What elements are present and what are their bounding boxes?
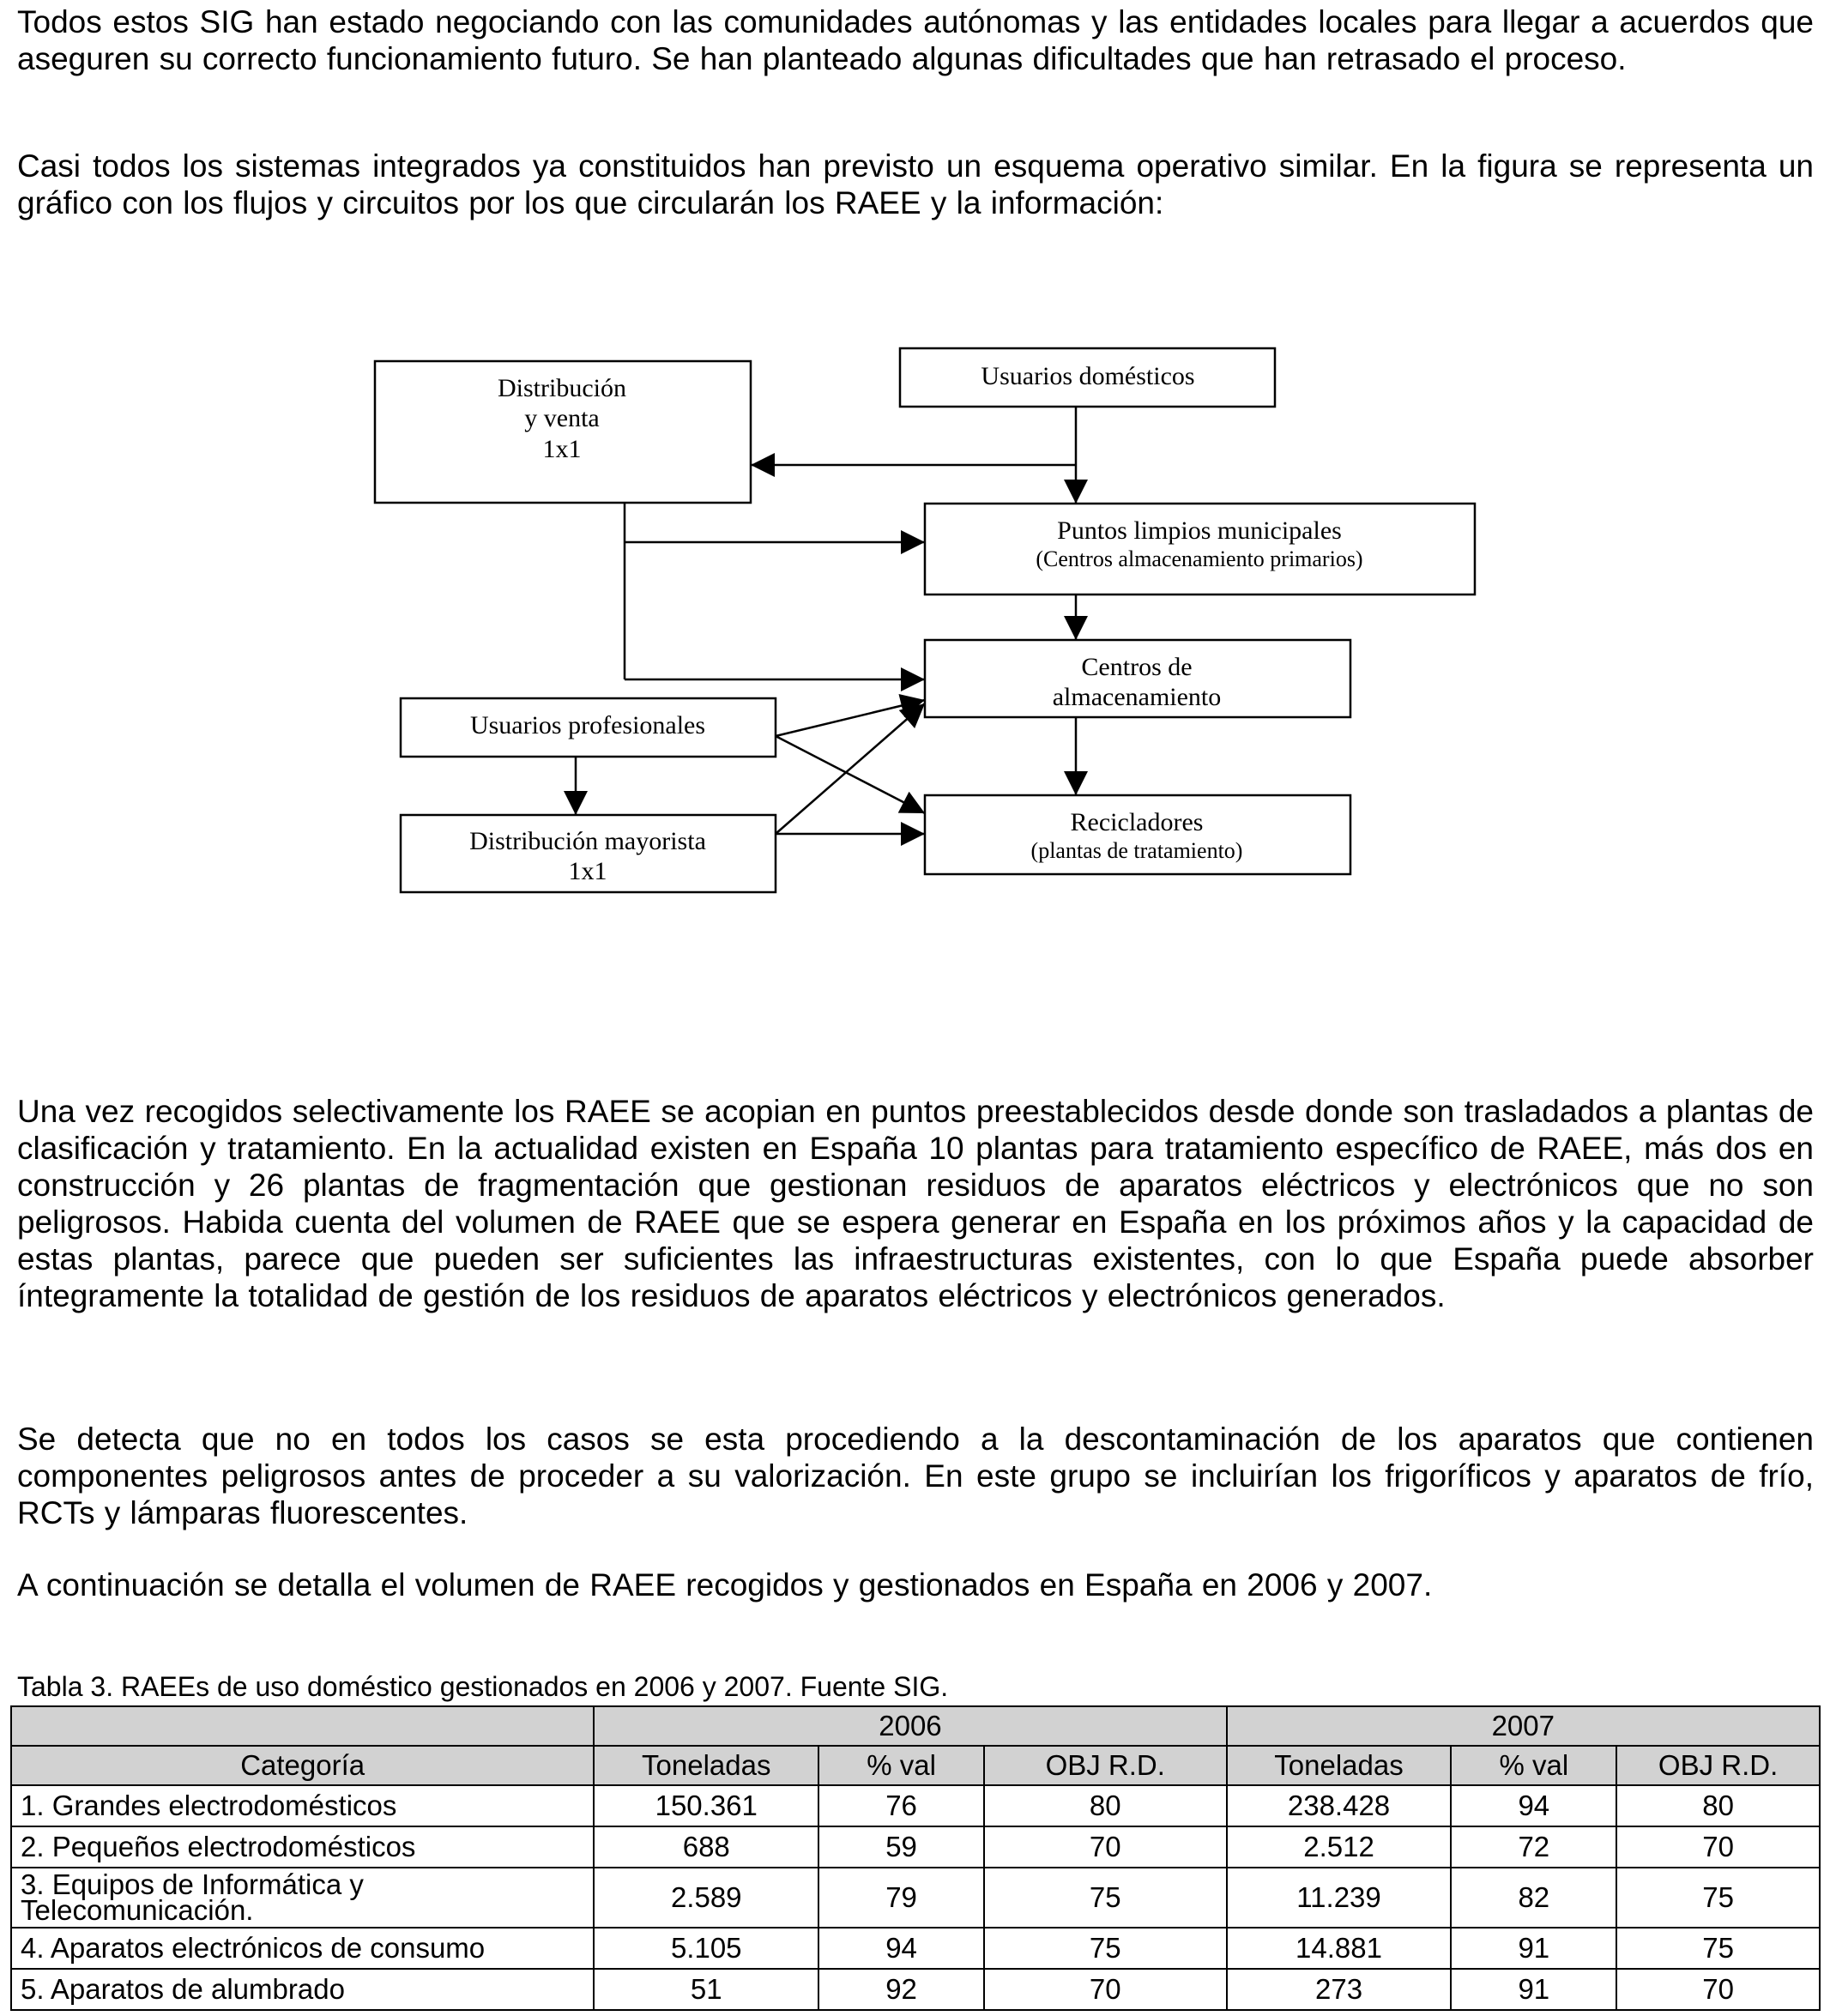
cell-pval-2007: 94 [1451, 1785, 1616, 1826]
cell-toneladas-2007: 11.239 [1227, 1868, 1452, 1928]
cell-obj-2007: 75 [1616, 1868, 1820, 1928]
cell-obj-2006: 75 [984, 1928, 1227, 1969]
arrow-profesionales-centros [776, 700, 925, 736]
cell-obj-2006: 70 [984, 1969, 1227, 2010]
header-categoria: Categoría [11, 1746, 594, 1785]
paragraph-5: A continuación se detalla el volumen de RAEE recogidos y gestionados en España en 2006 y 2007. [17, 1567, 1433, 1603]
label-usuarios-domesticos: Usuarios domésticos [981, 362, 1195, 390]
label-distribucion-mayorista-1: Distribución mayorista [469, 827, 706, 855]
cell-pval-2006: 94 [818, 1928, 984, 1969]
header-year-2006: 2006 [594, 1706, 1226, 1746]
header-year-2007: 2007 [1227, 1706, 1820, 1746]
arrow-mayorista-centros [776, 703, 925, 834]
paragraph-3: Una vez recogidos selectivamente los RAEE se acopian en puntos preestablecidos desde donde son trasladados a plantas de clasificación y tratamiento. En la actualidad existen en España 10 plantas para tratamiento específico de RAEE, más dos en construcción y 26 plantas de fragmentación que gestionan residuos de aparatos eléctricos y electrónicos que no son peligrosos. Habida cuenta del volumen de RAEE que se espera generar en España en los próximos años y la capacidad de estas plantas, parece que pueden ser suficientes las infraestructuras existentes, con lo que España puede absorber íntegramente la totalidad de gestión de los residuos de aparatos eléctricos y electrónicos generados. [17, 1094, 1814, 1313]
raee-table [10, 1705, 1821, 2011]
cell-obj-2006: 70 [984, 1826, 1227, 1868]
header-blank [11, 1706, 594, 1746]
header-obj-2007: OBJ R.D. [1616, 1746, 1820, 1785]
cell-categoria: 4. Aparatos electrónicos de consumo [11, 1928, 594, 1969]
cell-toneladas-2006: 51 [594, 1969, 818, 2010]
paragraph-4: Se detecta que no en todos los casos se esta procediendo a la descontaminación de los aparatos que contienen componentes peligrosos antes de proceder a su valorización. En este grupo se incluirían los frigoríficos y aparatos de frío, RCTs y lámparas fluorescentes. [17, 1421, 1814, 1530]
label-puntos-limpios-2: (Centros almacenamiento primarios) [1036, 546, 1363, 571]
label-usuarios-profesionales: Usuarios profesionales [469, 711, 706, 739]
cell-pval-2006: 76 [818, 1785, 984, 1826]
cell-toneladas-2007: 2.512 [1227, 1826, 1452, 1868]
label-recicladores-2: (plantas de tratamiento) [1030, 838, 1243, 863]
cell-pval-2006: 79 [818, 1868, 984, 1928]
cell-pval-2007: 72 [1451, 1826, 1616, 1868]
table-header-columns [11, 1746, 1820, 1785]
cell-obj-2006: 80 [984, 1785, 1227, 1826]
cell-obj-2007: 80 [1616, 1785, 1820, 1826]
arrow-profesionales-recicladores [776, 736, 925, 813]
table-caption: Tabla 3. RAEEs de uso doméstico gestionados en 2006 y 2007. Fuente SIG. [17, 1671, 949, 1702]
cell-toneladas-2006: 688 [594, 1826, 818, 1868]
label-puntos-limpios-1: Puntos limpios municipales [1057, 516, 1342, 545]
cell-toneladas-2006: 5.105 [594, 1928, 818, 1969]
label-centros-2: almacenamiento [1052, 683, 1222, 711]
cell-categoria: 3. Equipos de Informática y Telecomunicación. [11, 1868, 594, 1928]
header-obj-2006: OBJ R.D. [984, 1746, 1227, 1785]
label-recicladores-1: Recicladores [1070, 808, 1204, 836]
cell-toneladas-2006: 2.589 [594, 1868, 818, 1928]
table-row [11, 1826, 1820, 1868]
cell-pval-2007: 91 [1451, 1969, 1616, 2010]
header-toneladas-2006: Toneladas [594, 1746, 818, 1785]
label-centros-1: Centros de [1081, 653, 1193, 681]
cell-obj-2006: 75 [984, 1868, 1227, 1928]
cell-pval-2006: 92 [818, 1969, 984, 2010]
cell-categoria: 1. Grandes electrodomésticos [11, 1785, 594, 1826]
header-pval-2007: % val [1451, 1746, 1616, 1785]
cell-categoria: 5. Aparatos de alumbrado [11, 1969, 594, 2010]
cell-toneladas-2006: 150.361 [594, 1785, 818, 1826]
cell-pval-2006: 59 [818, 1826, 984, 1868]
label-distribucion-venta-2: y venta [524, 404, 600, 432]
cell-categoria: 2. Pequeños electrodomésticos [11, 1826, 594, 1868]
table-header-years [11, 1706, 1820, 1746]
cell-toneladas-2007: 238.428 [1227, 1785, 1452, 1826]
table-row [11, 1868, 1820, 1928]
table-row [11, 1785, 1820, 1826]
header-toneladas-2007: Toneladas [1227, 1746, 1452, 1785]
cell-obj-2007: 75 [1616, 1928, 1820, 1969]
label-distribucion-venta-1: Distribución [498, 374, 626, 402]
cell-toneladas-2007: 273 [1227, 1969, 1452, 2010]
header-pval-2006: % val [818, 1746, 984, 1785]
cell-pval-2007: 91 [1451, 1928, 1616, 1969]
cell-pval-2007: 82 [1451, 1868, 1616, 1928]
label-distribucion-venta-3: 1x1 [542, 435, 582, 463]
paragraph-2: Casi todos los sistemas integrados ya constituidos han previsto un esquema operativo similar. En la figura se representa un gráfico con los flujos y circuitos por los que circularán los RAEE y la información: [17, 148, 1814, 220]
cell-obj-2007: 70 [1616, 1969, 1820, 2010]
table-row [11, 1969, 1820, 2010]
cell-obj-2007: 70 [1616, 1826, 1820, 1868]
label-distribucion-mayorista-2: 1x1 [568, 857, 607, 885]
flow-diagram [0, 0, 1824, 944]
table-row [11, 1928, 1820, 1969]
cell-toneladas-2007: 14.881 [1227, 1928, 1452, 1969]
paragraph-1: Todos estos SIG han estado negociando con las comunidades autónomas y las entidades locales para llegar a acuerdos que aseguren su correcto funcionamiento futuro. Se han planteado algunas dificultades que han retrasado el proceso. [17, 4, 1814, 76]
